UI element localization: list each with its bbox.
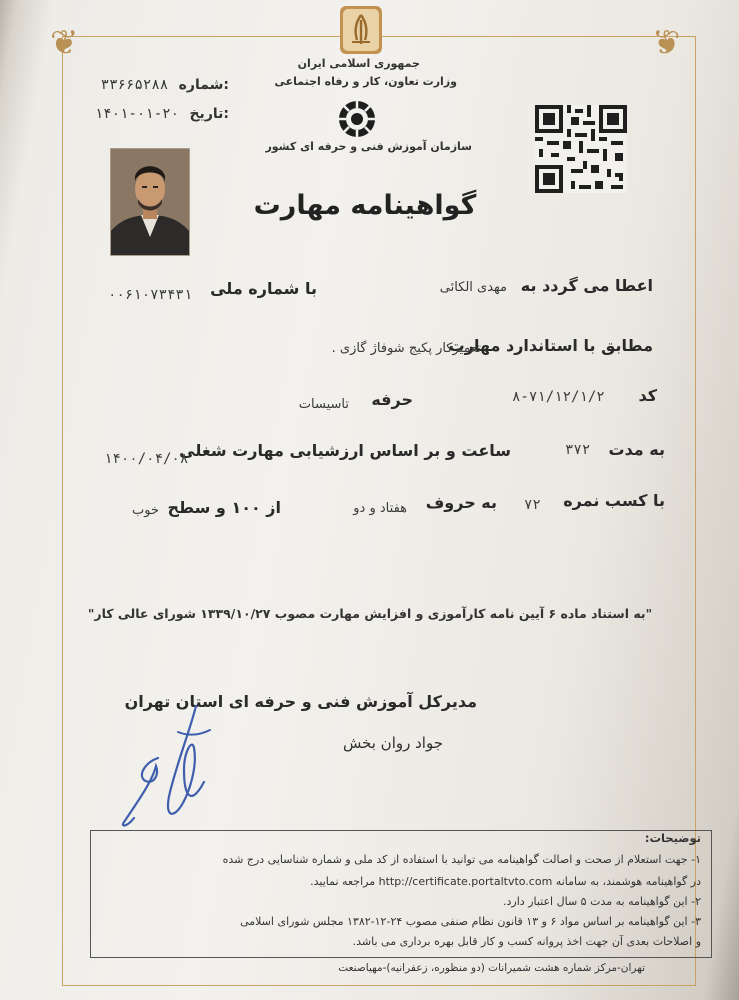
certificate-date-label: تاریخ: — [189, 106, 229, 122]
hours-evaluation-text: ساعت و بر اساس ارزشیابی مهارت شغلی — [179, 441, 511, 460]
duration-label: به مدت — [608, 440, 665, 459]
note-line-3: ۲- این گواهینامه به مدت ۵ سال اعتبار دارد. — [503, 895, 701, 908]
note-line-2: در گواهینامه هوشمند، به سامانه http://certificate.portaltvto.com مراجعه نمایید. — [310, 875, 701, 888]
evaluation-date: ۱۴۰۰/۰۴/۰۸ — [104, 451, 189, 467]
score-words: هفتاد و دو — [353, 501, 407, 516]
national-id-value: ۰۰۶۱۰۷۳۴۳۱ — [108, 287, 193, 303]
notes-heading: توضیحات: — [644, 831, 701, 845]
corner-ornament-top-left: ❦ — [50, 23, 79, 63]
certificate-number-value: ۳۳۶۶۵۲۸۸ — [100, 77, 169, 93]
notes-box — [90, 830, 712, 958]
code-label: کد — [638, 386, 657, 405]
in-words-label: به حروف — [425, 493, 497, 512]
qr-code — [535, 105, 627, 193]
certificate-number-label: شماره: — [178, 77, 229, 93]
holder-photo — [110, 148, 190, 256]
level-value: خوب — [132, 503, 159, 518]
iran-emblem-icon — [340, 6, 382, 54]
corner-ornament-top-right: ❦ — [652, 23, 681, 63]
standard-value: تعمیرکار پکیج شوفاژ گازی . — [331, 341, 481, 356]
out-of-and-level-label: از ۱۰۰ و سطح — [167, 498, 281, 517]
score-value: ۷۲ — [524, 497, 541, 513]
holder-name: مهدی الکائی — [439, 280, 507, 295]
national-id-label: با شماره ملی — [210, 279, 317, 298]
certificate-number-row — [101, 77, 229, 93]
score-label: با کسب نمره — [563, 491, 665, 510]
country-name: جمهوری اسلامی ایران — [297, 57, 420, 70]
handwritten-signature — [118, 700, 228, 830]
trade-label: حرفه — [371, 390, 413, 409]
organization-name: سازمان آموزش فنی و حرفه ای کشور — [265, 140, 472, 153]
legal-reference-note: "به استناد ماده ۶ آیین نامه کارآموزی و افزایش مهارت مصوب ۱۳۳۹/۱۰/۲۷ شورای عالی کار" — [87, 606, 653, 621]
note-line-4: ۳- این گواهینامه بر اساس مواد ۶ و ۱۳ قانون نظام صنفی مصوب ۲۴-۱۲-۱۳۸۲ مجلس شورای اسلامی — [240, 915, 701, 928]
note-line-1: ۱- جهت استعلام از صحت و اصالت گواهینامه می توانید با استفاده از کد ملی و شماره شناسایی درج شده — [222, 853, 701, 866]
certificate-date-value: ۱۴۰۱-۰۱-۲۰ — [94, 106, 180, 122]
trade-value: تاسیسات — [298, 397, 349, 412]
ministry-name: وزارت تعاون، کار و رفاه اجتماعی — [274, 75, 457, 88]
code-value: ۸-۷۱/۱۲/۱/۲ — [512, 389, 605, 405]
signatory-position: مدیرکل آموزش فنی و حرفه ای استان تهران — [124, 692, 477, 711]
note-line-5: و اصلاحات بعدی آن جهت اخذ پروانه کسب و کار قابل بهره برداری می باشد. — [352, 935, 701, 948]
certificate-title: گواهینامه مهارت — [253, 190, 477, 221]
standard-label: مطابق با استاندارد مهارت — [448, 336, 653, 355]
tvto-logo-icon — [338, 100, 376, 138]
granted-to-label: اعطا می گردد به — [520, 276, 653, 295]
signatory-name: جواد روان بخش — [342, 734, 443, 752]
issuing-center-footer: تهران-مرکز شماره هشت شمیرانات (دو منظوره، زعفرانیه)-مهیاصنعت — [338, 962, 645, 974]
certificate-date-row — [95, 106, 229, 122]
duration-value: ۳۷۲ — [565, 442, 591, 458]
